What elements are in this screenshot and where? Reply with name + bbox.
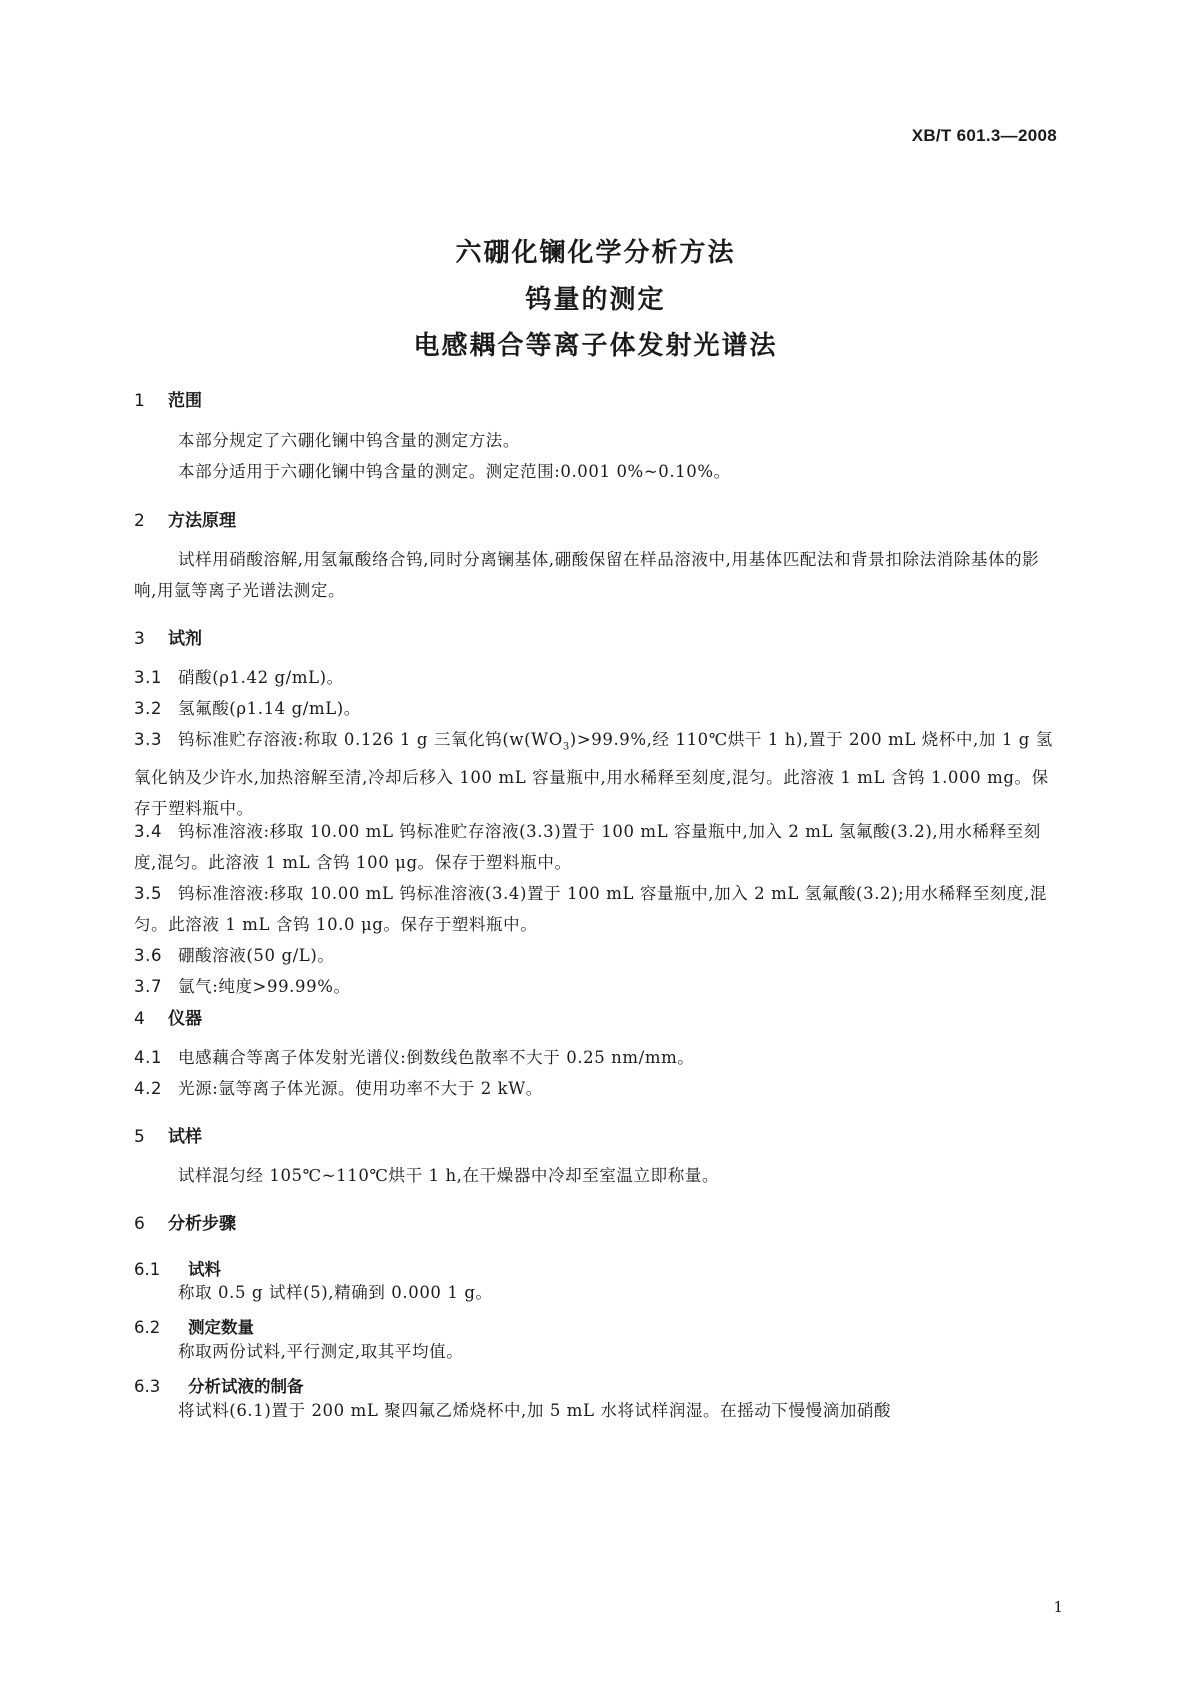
list-item [134, 940, 1058, 971]
item-text: 硝酸(ρ1.42 g/mL)。 [178, 668, 344, 687]
list-item [134, 1073, 1058, 1104]
section-number: 5 [134, 1127, 145, 1147]
item-number: 3.4 [134, 822, 163, 841]
subsection-title: 测定数量 [188, 1318, 254, 1337]
section-3-heading [134, 624, 202, 649]
subsection-number: 6.3 [134, 1377, 161, 1396]
section-number: 1 [134, 391, 145, 411]
section-title: 试剂 [168, 629, 202, 649]
list-item [134, 1042, 1058, 1073]
paragraph: 本部分适用于六硼化镧中钨含量的测定。测定范围:0.001 0%~0.10%。 [178, 462, 731, 481]
item-number: 3.3 [134, 730, 163, 749]
list-item [134, 693, 1058, 724]
paragraph: 试样用硝酸溶解,用氢氟酸络合钨,同时分离镧基体,硼酸保留在样品溶液中,用基体匹配法和背景扣除法消除基体的影响,用氩等离子光谱法测定。 [134, 550, 1040, 600]
section-number: 2 [134, 511, 145, 531]
item-text: 氩气:纯度>99.99%。 [178, 977, 351, 996]
subsection-title: 分析试液的制备 [188, 1377, 304, 1396]
item-text: 钨标准溶液:移取 10.00 mL 钨标准溶液(3.4)置于 100 mL 容量瓶中,加入 2 mL 氢氟酸(3.2);用水稀释至刻度,混匀。此溶液 1 mL 含钨 10.0 μg。保存于塑料瓶中。 [134, 884, 1047, 934]
item-text: 光源:氩等离子体光源。使用功率不大于 2 kW。 [178, 1079, 543, 1098]
section-5-heading [134, 1122, 202, 1147]
subsection-6-2-heading [134, 1314, 254, 1338]
item-number: 3.2 [134, 699, 163, 718]
title-line-3: 电感耦合等离子体发射光谱法 [413, 331, 778, 361]
item-text: 钨标准贮存溶液:称取 0.126 1 g 三氧化钨(w(WO [178, 730, 563, 749]
item-number: 3.6 [134, 946, 163, 965]
paragraph: 试样混匀经 105℃~110℃烘干 1 h,在干燥器中冷却至室温立即称量。 [178, 1166, 720, 1185]
section-number: 3 [134, 629, 145, 649]
item-text: 钨标准溶液:移取 10.00 mL 钨标准贮存溶液(3.3)置于 100 mL 容量瓶中,加入 2 mL 氢氟酸(3.2),用水稀释至刻度,混匀。此溶液 1 mL 含钨 100 μg。保存于塑料瓶中。 [134, 822, 1041, 872]
subsection-number: 6.2 [134, 1318, 161, 1337]
page-number: 1 [1053, 1598, 1063, 1616]
list-item [134, 816, 1058, 878]
subsection-6-3-heading [134, 1373, 304, 1397]
section-2-heading [134, 506, 236, 531]
item-text: )>99.9%,经 110℃烘干 1 h),置于 200 mL 烧杯中,加 1 g 氢氧化钠及少许水,加热溶解至清,冷却后移入 100 mL 容量瓶中,用水稀释至刻度,混匀。此溶液 1 mL 含钨 1.000 mg。保存于塑料瓶中。 [134, 730, 1053, 819]
item-number: 3.7 [134, 977, 163, 996]
paragraph: 称取 0.5 g 试样(5),精确到 0.000 1 g。 [178, 1283, 493, 1302]
list-item [134, 662, 1058, 693]
section-4-heading [134, 1004, 202, 1029]
item-number: 3.5 [134, 884, 163, 903]
title-line-1: 六硼化镧化学分析方法 [455, 238, 736, 268]
list-item [134, 971, 1058, 1002]
paragraph: 将试料(6.1)置于 200 mL 聚四氟乙烯烧杯中,加 5 mL 水将试样润湿。在摇动下慢慢滴加硝酸 [178, 1401, 892, 1420]
section-title: 方法原理 [168, 511, 236, 531]
subsection-number: 6.1 [134, 1260, 161, 1279]
subsection-title: 试料 [188, 1260, 221, 1279]
item-text: 硼酸溶液(50 g/L)。 [178, 946, 335, 965]
section-title: 仪器 [168, 1009, 202, 1029]
item-number: 4.2 [134, 1079, 163, 1098]
section-title: 分析步骤 [168, 1214, 236, 1234]
section-1-heading [134, 386, 202, 411]
item-text: 电感藕合等离子体发射光谱仪:倒数线色散率不大于 0.25 nm/mm。 [178, 1048, 695, 1067]
subscript: 3 [562, 741, 570, 753]
item-number: 4.1 [134, 1048, 163, 1067]
item-text: 氢氟酸(ρ1.14 g/mL)。 [178, 699, 361, 718]
paragraph: 本部分规定了六硼化镧中钨含量的测定方法。 [178, 431, 520, 450]
title-line-2: 钨量的测定 [525, 285, 666, 315]
section-number: 4 [134, 1009, 145, 1029]
section-title: 试样 [168, 1127, 202, 1147]
section-number: 6 [134, 1214, 145, 1234]
list-item [134, 724, 1058, 824]
section-6-heading [134, 1209, 236, 1234]
item-number: 3.1 [134, 668, 163, 687]
section-title: 范围 [168, 391, 202, 411]
list-item [134, 878, 1058, 940]
paragraph: 称取两份试料,平行测定,取其平均值。 [178, 1342, 464, 1361]
standard-number: XB/T 601.3—2008 [911, 126, 1057, 145]
